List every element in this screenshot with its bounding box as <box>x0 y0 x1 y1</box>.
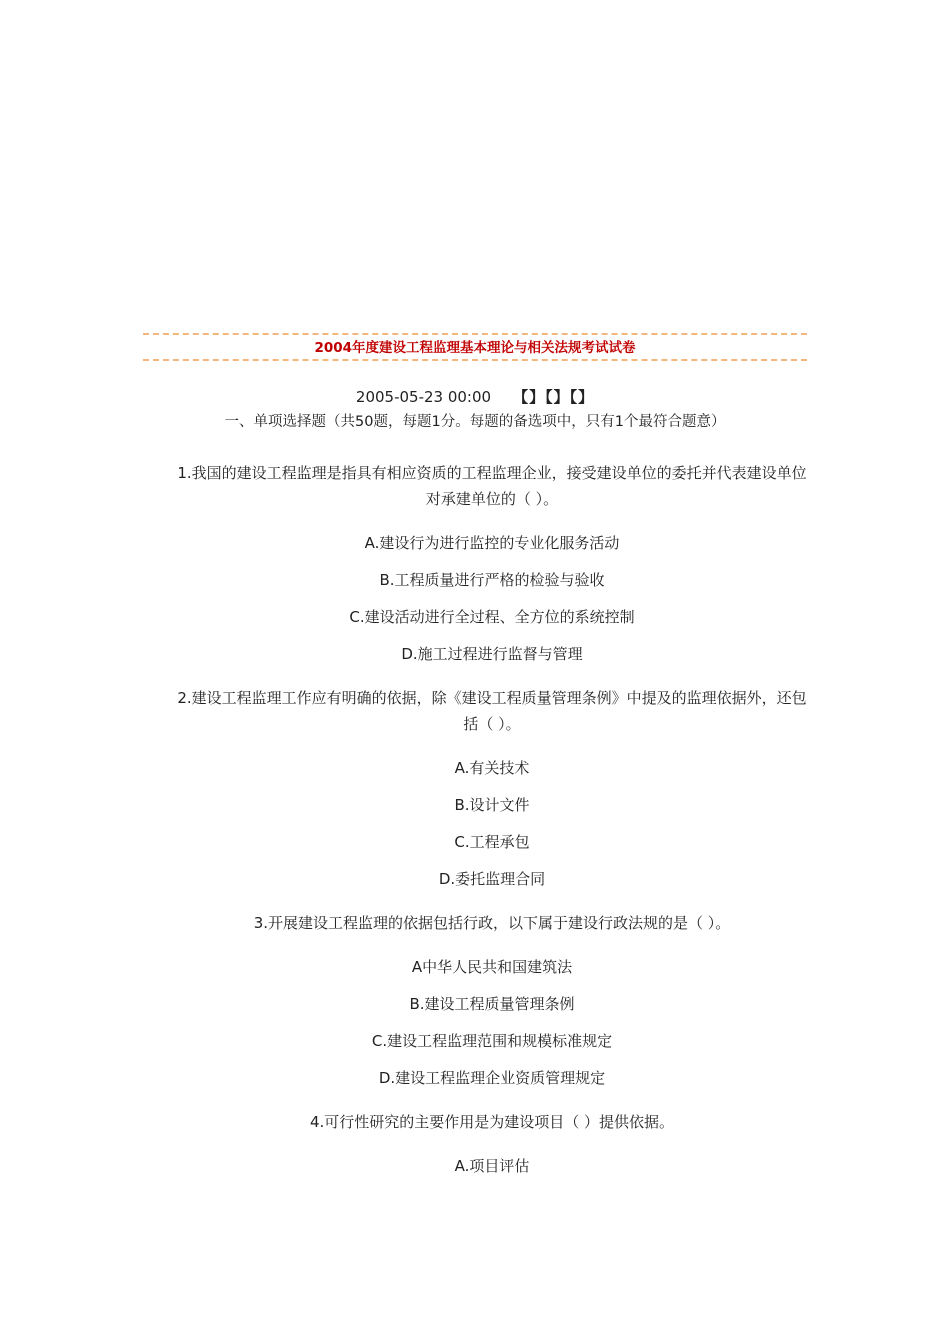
bracket-links[interactable]: 【】【】【】 <box>513 388 595 406</box>
question-item <box>175 1109 809 1176</box>
divider-top <box>143 333 807 335</box>
question-list <box>175 460 809 1193</box>
question-item <box>175 685 809 889</box>
option-d: D.建设工程监理企业资质管理规定 <box>378 1069 606 1087</box>
option-c: C.工程承包 <box>454 833 530 851</box>
question-text: 4.可行性研究的主要作用是为建设项目（ ）提供依据。 <box>309 1113 675 1131</box>
document-title: 2004年度建设工程监理基本理论与相关法规考试试卷 <box>314 340 636 356</box>
option-b: B.建设工程质量管理条例 <box>409 995 575 1013</box>
option-a: A.建设行为进行监控的专业化服务活动 <box>364 534 620 552</box>
option-a: A.有关技术 <box>454 759 530 777</box>
section-heading: 一、单项选择题（共50题，每题1分。每题的备选项中，只有1个最符合题意） <box>224 414 726 430</box>
divider-bottom <box>143 359 807 361</box>
question-text: 1.我国的建设工程监理是指具有相应资质的工程监理企业，接受建设单位的委托并代表建设单位对承建单位的（ ）。 <box>177 464 807 508</box>
question-text: 2.建设工程监理工作应有明确的依据，除《建设工程质量管理条例》中提及的监理依据外，还包括（ ）。 <box>177 689 807 733</box>
question-item <box>175 460 809 664</box>
date-line <box>0 387 950 407</box>
option-a: A.项目评估 <box>454 1157 530 1175</box>
question-item <box>175 910 809 1088</box>
option-d: D.委托监理合同 <box>438 870 546 888</box>
option-a: A中华人民共和国建筑法 <box>411 958 573 976</box>
publish-date: 2005-05-23 00:00 <box>355 388 492 406</box>
option-b: B.工程质量进行严格的检验与验收 <box>379 571 605 589</box>
question-text: 3.开展建设工程监理的依据包括行政，以下属于建设行政法规的是（ ）。 <box>253 914 731 932</box>
option-c: C.建设活动进行全过程、全方位的系统控制 <box>349 608 635 626</box>
option-c: C.建设工程监理范围和规模标准规定 <box>371 1032 613 1050</box>
option-d: D.施工过程进行监督与管理 <box>401 645 583 663</box>
option-b: B.设计文件 <box>454 796 530 814</box>
